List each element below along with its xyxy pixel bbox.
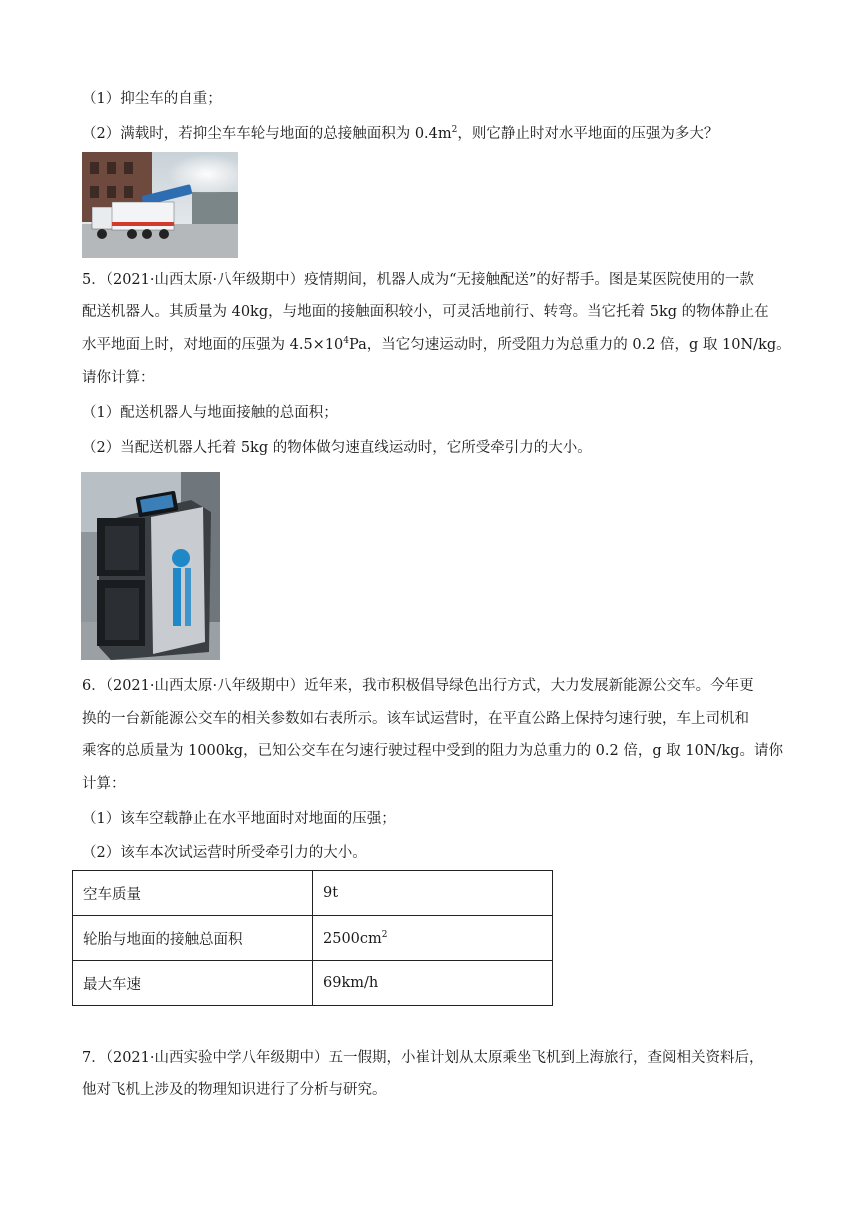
bus-parameter-table [72,870,553,1006]
q5-line4: 请你计算： [82,370,155,386]
q5-line1: 5．（2021·山西太原·八年级期中）疫情期间，机器人成为“无接触配送”的好帮手。图是某医院使用的一款 [82,272,754,288]
table-cell-value: 69km/h [313,961,553,1006]
table-cell-label: 空车质量 [73,871,313,916]
q6-sub2: （2）该车本次试运营时所受牵引力的大小。 [82,845,367,861]
q7-line1: 7．（2021·山西实验中学八年级期中）五一假期，小崔计划从太原乘坐飞机到上海旅行，查阅相关资料后， [82,1050,764,1066]
q6-line2: 换的一台新能源公交车的相关参数如右表所示。该车试运营时，在平直公路上保持匀速行驶，车上司机和 [82,711,749,727]
table-row [73,916,553,961]
table-cell-label: 最大车速 [73,961,313,1006]
q5-line3: 水平地面上时，对地面的压强为 $4.5\times 10^4Pa$，当它匀速运动时，所受阻力为总重力的 0.2 倍，g 取 10N/kg。 [82,336,791,353]
delivery-robot-photo [81,472,220,660]
q5-sub1: （1）配送机器人与地面接触的总面积； [82,405,338,421]
q5-sub2: （2）当配送机器人托着 5kg 的物体做匀速直线运动时，它所受牵引力的大小。 [82,440,592,456]
q7-line2: 他对飞机上涉及的物理知识进行了分析与研究。 [82,1082,387,1098]
q6-line4: 计算： [82,776,126,792]
q4-sub1: （1）抑尘车的自重； [82,91,222,107]
q6-sub1: （1）该车空载静止在水平地面时对地面的压强； [82,811,396,827]
table-row [73,961,553,1006]
q4-sub2: （2）满载时，若抑尘车车轮与地面的总接触面积为 $0.4m^2$，则它静止时对水平地面的压强为多大？ [82,125,719,142]
table-cell-label: 轮胎与地面的接触总面积 [73,916,313,961]
dust-suppression-truck-photo [82,152,238,258]
q6-line3: 乘客的总质量为 1000kg，已知公交车在匀速行驶过程中受到的阻力为总重力的 0.2 倍，g 取 10N/kg。请你 [82,743,783,759]
q6-line1: 6．（2021·山西太原·八年级期中）近年来，我市积极倡导绿色出行方式，大力发展新能源公交车。今年更 [82,678,754,694]
table-cell-value: $2500cm^2$ [313,916,553,961]
q5-line2: 配送机器人。其质量为 40kg，与地面的接触面积较小，可灵活地前行、转弯。当它托着 5kg 的物体静止在 [82,304,769,320]
table-cell-value: 9t [313,871,553,916]
table-row [73,871,553,916]
